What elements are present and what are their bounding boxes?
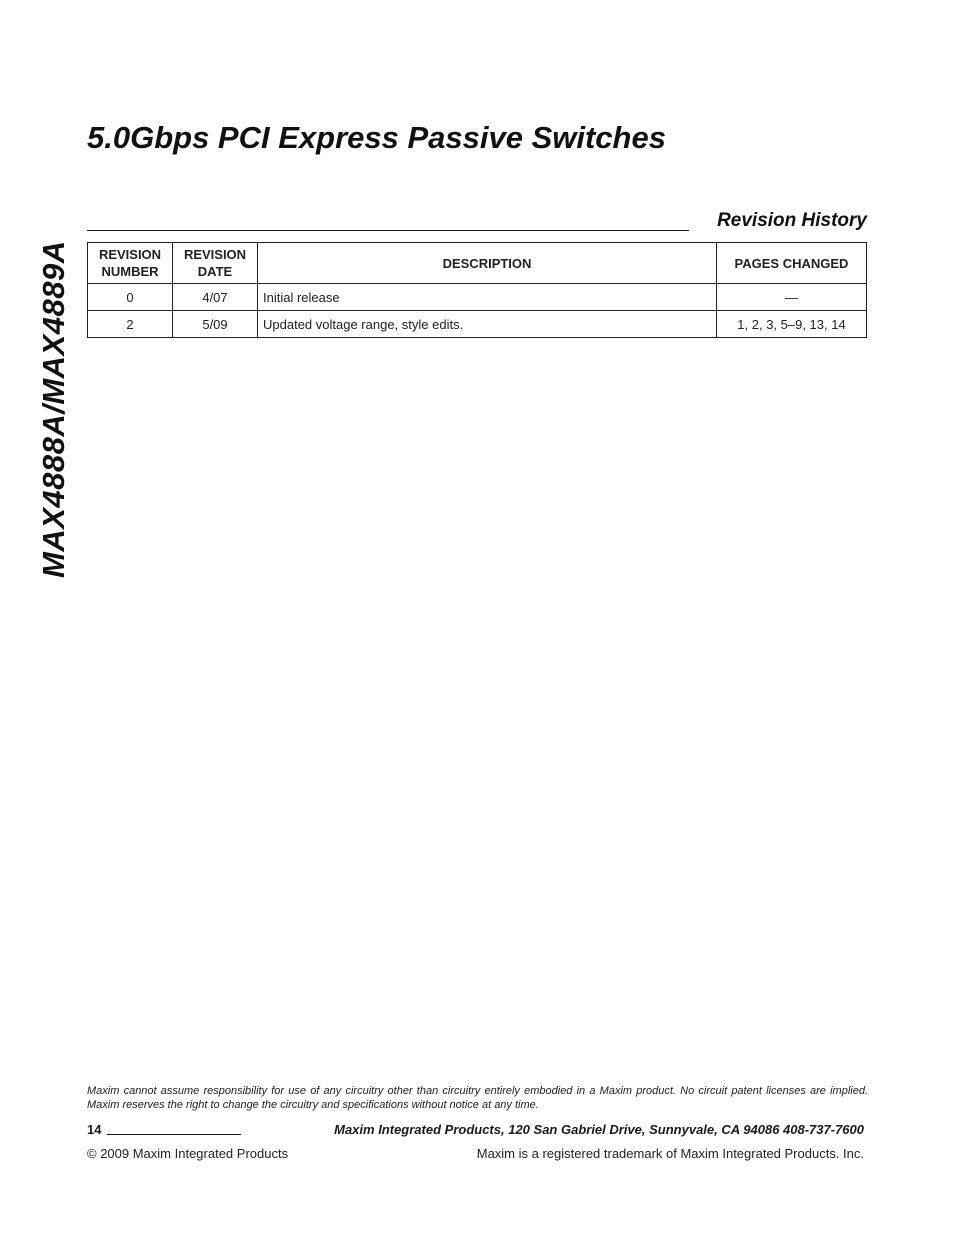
header-revision-number-line1: REVISION <box>98 247 162 262</box>
revision-history-table <box>87 242 867 338</box>
cell-pages-changed: — <box>717 284 867 311</box>
page-number: 14 <box>87 1122 102 1137</box>
table-row <box>88 284 867 311</box>
cell-description: Updated voltage range, style edits. <box>258 311 717 338</box>
cell-description: Initial release <box>258 284 717 311</box>
footer-rule <box>107 1134 241 1135</box>
header-revision-number <box>88 243 173 284</box>
side-part-number-title: MAX4888A/MAX4889A <box>36 240 71 578</box>
section-title: Revision History <box>717 210 867 231</box>
header-revision-date-line1: REVISION <box>183 247 247 262</box>
table-row <box>88 311 867 338</box>
copyright-notice: © 2009 Maxim Integrated Products <box>87 1146 289 1161</box>
cell-revision-number: 2 <box>88 311 173 338</box>
header-pages-changed: PAGES CHANGED <box>717 243 867 284</box>
section-rule <box>87 230 689 231</box>
table-header-row <box>88 243 867 284</box>
footer-address-line <box>87 1121 864 1137</box>
cell-revision-number: 0 <box>88 284 173 311</box>
header-revision-date-line2: DATE <box>197 264 233 279</box>
company-address: Maxim Integrated Products, 120 San Gabriel Drive, Sunnyvale, CA 94086 408-737-7600 <box>334 1122 864 1137</box>
header-revision-number-line2: NUMBER <box>101 264 159 279</box>
cell-pages-changed: 1, 2, 3, 5–9, 13, 14 <box>717 311 867 338</box>
legal-disclaimer: Maxim cannot assume responsibility for use of any circuitry other than circuitry entirely embodied in a Maxim product. No circuit patent licenses are implied. Maxim reserves the right to change the circuitry and specifications without notice at any time. <box>87 1085 868 1111</box>
header-revision-date <box>173 243 258 284</box>
cell-revision-date: 4/07 <box>173 284 258 311</box>
page-title: 5.0Gbps PCI Express Passive Switches <box>87 120 666 155</box>
trademark-notice: Maxim is a registered trademark of Maxim Integrated Products. Inc. <box>476 1146 864 1161</box>
header-description: DESCRIPTION <box>258 243 717 284</box>
cell-revision-date: 5/09 <box>173 311 258 338</box>
